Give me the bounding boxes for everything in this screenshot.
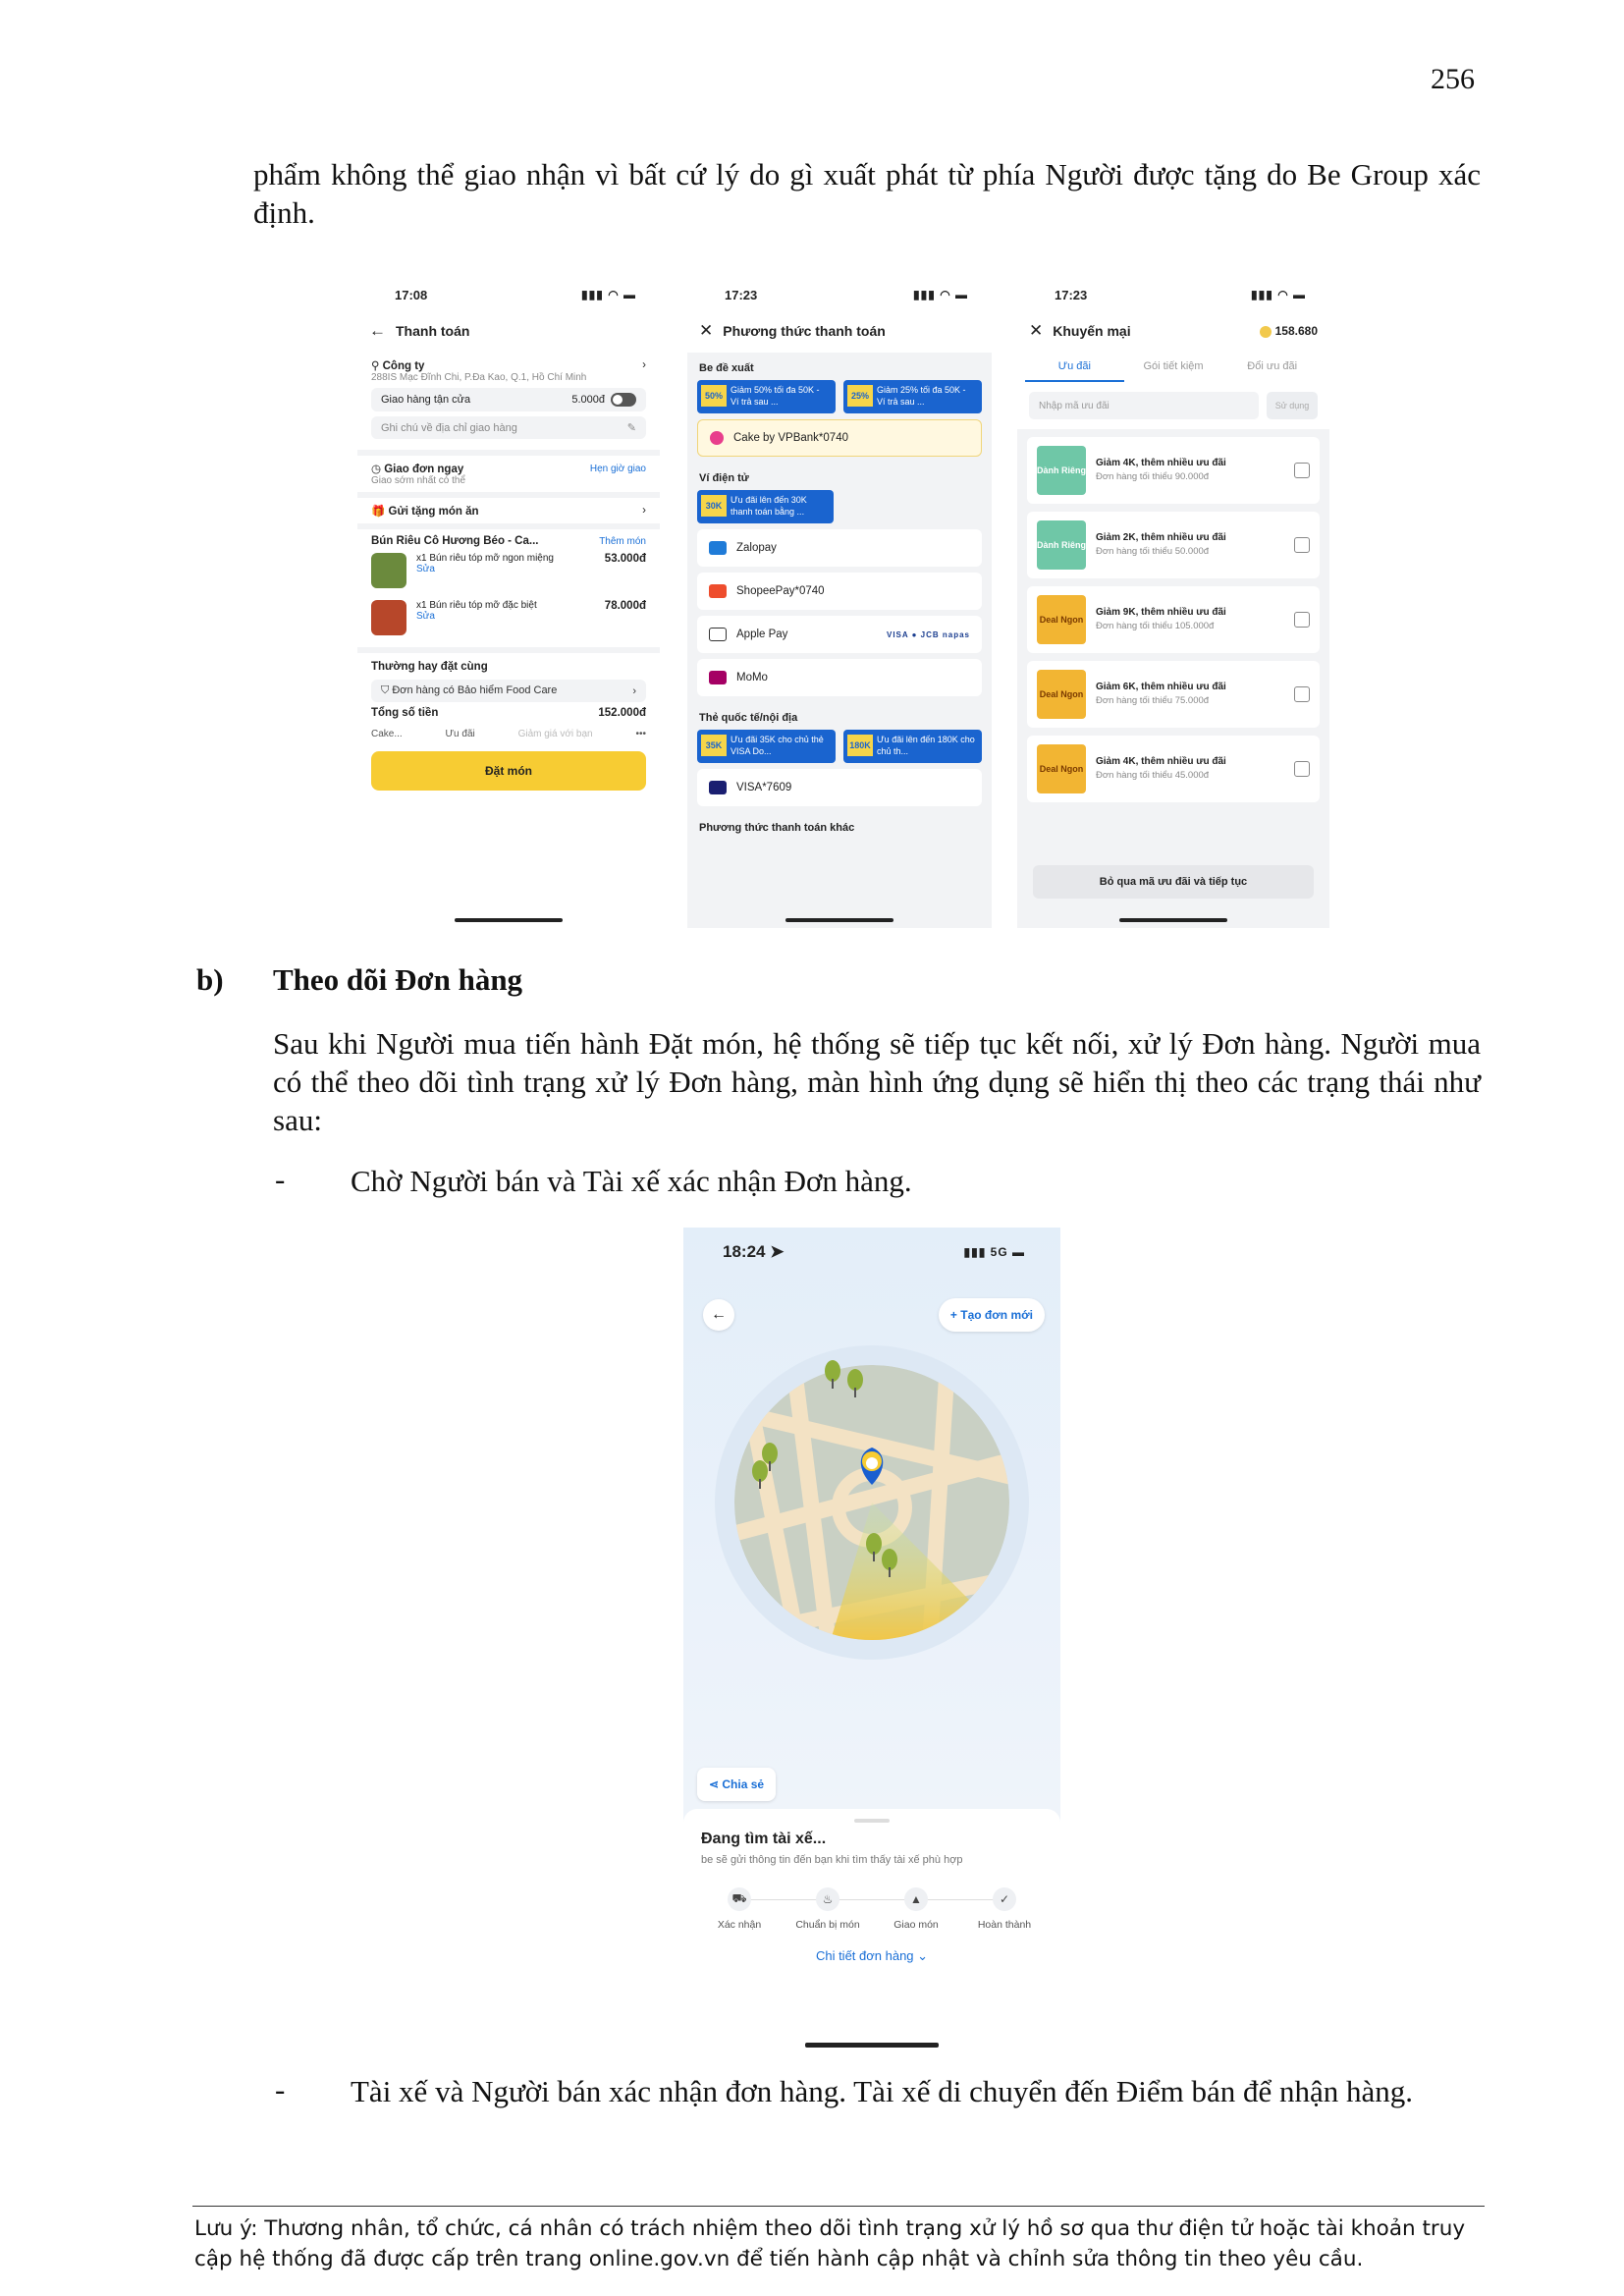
check-icon: ✓ — [993, 1887, 1016, 1911]
pencil-icon: ✎ — [626, 422, 636, 434]
promo-card[interactable] — [697, 730, 836, 763]
order-item — [371, 594, 646, 641]
voucher-checkbox[interactable] — [1294, 463, 1310, 478]
step-delivering — [878, 1887, 954, 1931]
door-delivery-row[interactable] — [371, 388, 646, 411]
voucher-title: Giảm 4K, thêm nhiều ưu đãi — [1096, 458, 1226, 468]
promotions-screen — [1017, 280, 1329, 928]
share-label: Chia sẻ — [722, 1777, 765, 1791]
status-time: 17:23 — [1055, 287, 1088, 302]
status-bar — [1017, 280, 1329, 309]
voucher-item[interactable] — [1027, 661, 1320, 728]
food-thumbnail — [371, 553, 406, 588]
pay-option-label: MoMo — [736, 672, 768, 683]
coin-icon — [1260, 326, 1272, 338]
voucher-badge: Deal Ngon — [1037, 670, 1086, 719]
applepay-logo-icon — [709, 628, 727, 641]
item-edit-link[interactable]: Sửa — [416, 611, 435, 622]
status-time: 18:24 — [723, 1242, 766, 1261]
voucher-checkbox[interactable] — [1294, 612, 1310, 628]
step-label: Giao món — [893, 1919, 939, 1931]
searching-map — [683, 1345, 1060, 1768]
page-number: 256 — [1431, 63, 1475, 95]
item-qty: x1 — [416, 600, 427, 611]
voucher-item[interactable] — [1027, 512, 1320, 578]
step-label: Xác nhận — [717, 1919, 762, 1931]
tab-offers[interactable]: Ưu đãi — [1025, 353, 1124, 382]
promo-selector[interactable]: Ưu đãi — [445, 729, 475, 739]
tab-redeem[interactable]: Đổi ưu đãi — [1247, 360, 1298, 372]
pay-option-label: Zalopay — [736, 542, 777, 554]
order-button[interactable]: Đặt món — [371, 751, 646, 791]
address-block[interactable] — [357, 353, 660, 456]
close-icon[interactable]: ✕ — [1029, 321, 1044, 340]
chevron-right-icon: › — [632, 684, 636, 697]
door-fee: 5.000đ — [571, 393, 605, 406]
promo-tag: 35K — [701, 735, 727, 756]
promo-tag: 30K — [701, 495, 727, 517]
step-label: Hoàn thành — [977, 1919, 1032, 1931]
shopeepay-logo-icon — [709, 584, 727, 598]
often-ordered-block — [357, 653, 660, 743]
address-detail: 288IS Mạc Đĩnh Chi, P.Đa Kao, Q.1, Hồ Chí Minh — [371, 372, 587, 383]
voucher-badge: Deal Ngon — [1037, 595, 1086, 644]
signal-wifi-battery-icon: ▮▮▮ ◠ ▬ — [581, 288, 636, 301]
footer-note: Lưu ý: Thương nhân, tổ chức, cá nhân có trách nhiệm theo dõi tình trạng xử lý hồ sơ qua thư điện tử hoặc tài khoản truy cập hệ thống đã được cấp trên trang online.gov.vn để tiến hành cập nhật và chỉnh sửa thông tin theo yêu cầu. — [194, 2216, 1466, 2271]
promotions-tabs — [1017, 353, 1329, 382]
promo-text: Ưu đãi 35K cho chủ thẻ VISA Do... — [731, 735, 824, 756]
item-qty: x1 — [416, 553, 427, 564]
network-label: 5G — [990, 1245, 1008, 1259]
home-indicator — [805, 2043, 939, 2048]
chevron-right-icon: › — [642, 505, 646, 517]
voucher-checkbox[interactable] — [1294, 686, 1310, 702]
more-icon[interactable]: ••• — [635, 729, 646, 739]
voucher-item[interactable] — [1027, 586, 1320, 653]
voucher-title: Giảm 6K, thêm nhiều ưu đãi — [1096, 682, 1226, 692]
promo-text: Ưu đãi lên đến 30K thanh toán bằng ... — [731, 495, 807, 517]
card-brands-icon: VISA ● JCB napas — [887, 629, 970, 639]
section-title: Theo dõi Đơn hàng — [273, 962, 523, 997]
door-delivery-toggle[interactable] — [611, 393, 636, 407]
item-name: Bún riêu tóp mỡ ngon miệng — [429, 553, 554, 564]
promo-tag: 180K — [847, 735, 873, 756]
bullet-dash: - — [275, 2072, 286, 2106]
promo-card[interactable] — [843, 730, 982, 763]
back-arrow-icon: ← — [711, 1306, 727, 1323]
gift-icon: 🎁 — [371, 506, 389, 518]
order-item — [371, 547, 646, 594]
order-detail-link[interactable]: Chi tiết đơn hàng ⌄ — [815, 1948, 929, 1963]
cake-logo-icon — [710, 431, 724, 445]
pay-option-label: ShopeePay*0740 — [736, 585, 825, 597]
other-methods-heading: Phương thức thanh toán khác — [699, 822, 855, 834]
voucher-title: Giảm 9K, thêm nhiều ưu đãi — [1096, 607, 1226, 618]
address-note-placeholder: Ghi chú về địa chỉ giao hàng — [381, 421, 517, 434]
door-delivery-label: Giao hàng tận cửa — [381, 394, 471, 406]
pay-method-selector[interactable]: Cake... — [371, 729, 403, 739]
promotions-title: Khuyến mại — [1053, 323, 1131, 339]
checkout-title: Thanh toán — [396, 323, 470, 339]
bullet-dash: - — [275, 1162, 286, 1196]
visa-logo-icon — [709, 781, 727, 794]
share-button[interactable] — [697, 1768, 776, 1801]
home-indicator — [785, 918, 893, 922]
step-complete — [966, 1887, 1043, 1931]
schedule-link[interactable]: Hẹn giờ giao — [589, 463, 646, 474]
status-sheet — [683, 1809, 1060, 2057]
item-price: 78.000đ — [604, 600, 646, 612]
chevron-right-icon: › — [642, 359, 646, 371]
momo-logo-icon — [709, 671, 727, 684]
cards-heading: Thẻ quốc tế/nội địa — [699, 712, 798, 724]
pay-option-momo[interactable] — [697, 659, 982, 696]
promo-card[interactable] — [843, 380, 982, 413]
home-indicator — [455, 918, 563, 922]
voucher-min: Đơn hàng tối thiểu 90.000đ — [1096, 471, 1210, 482]
step-confirm — [701, 1887, 778, 1931]
map-roads — [703, 1345, 1047, 1660]
delivery-time-block[interactable] — [357, 456, 660, 498]
order-items-block — [357, 529, 660, 653]
pay-option-shopeepay[interactable] — [697, 573, 982, 610]
pay-option-label: Apple Pay — [736, 629, 788, 640]
order-progress-steps — [701, 1887, 1043, 1931]
promo-card[interactable] — [697, 490, 834, 523]
payment-header — [687, 309, 992, 353]
searching-subtitle: be sẽ gửi thông tin đến bạn khi tìm thấy tài xế phù hợp — [701, 1854, 963, 1866]
item-edit-link[interactable]: Sửa — [416, 564, 435, 574]
insurance-row[interactable] — [371, 680, 646, 702]
restaurant-name: Bún Riêu Cô Hương Béo - Ca... — [371, 535, 539, 547]
gift-row[interactable] — [357, 498, 660, 529]
bullet-item: Chờ Người bán và Tài xế xác nhận Đơn hàng. — [351, 1164, 912, 1198]
location-arrow-icon: ➤ — [770, 1242, 785, 1261]
order-tracking-screen — [683, 1228, 1060, 2057]
tab-saving-packs[interactable]: Gói tiết kiệm — [1143, 360, 1204, 372]
insurance-label: Đơn hàng có Bảo hiểm Food Care — [392, 684, 558, 696]
voucher-checkbox[interactable] — [1294, 761, 1310, 777]
zalopay-logo-icon — [709, 541, 727, 555]
pay-option-label: VISA*7609 — [736, 782, 792, 793]
close-icon[interactable]: ✕ — [699, 321, 714, 340]
status-time: 17:08 — [395, 287, 428, 302]
voucher-title: Giảm 4K, thêm nhiều ưu đãi — [1096, 756, 1226, 767]
voucher-item[interactable] — [1027, 736, 1320, 802]
voucher-min: Đơn hàng tối thiểu 75.000đ — [1096, 695, 1210, 706]
pay-option-zalopay[interactable] — [697, 529, 982, 567]
intro-paragraph: phẩm không thể giao nhận vì bất cứ lý do gì xuất phát từ phía Người được tặng do Be Group xác định. — [253, 157, 1481, 230]
scooter-icon: ⛟ — [728, 1887, 751, 1911]
total-label: Tổng số tiền — [371, 707, 439, 719]
promo-tag: 25% — [847, 385, 873, 407]
address-name: Công ty — [382, 360, 425, 372]
delivery-icon: ▲ — [904, 1887, 928, 1911]
signal-battery-icon: ▮▮▮ 5G ▬ — [963, 1245, 1025, 1259]
step-label: Chuẩn bị món — [795, 1919, 860, 1931]
pot-icon: ♨ — [816, 1887, 839, 1911]
back-arrow-icon[interactable]: ← — [369, 321, 386, 340]
bullet-item: Tài xế và Người bán xác nhận đơn hàng. Tài xế di chuyển đến Điểm bán để nhận hàng. — [351, 2074, 1414, 2108]
voucher-item[interactable] — [1027, 437, 1320, 504]
section-label: b) — [196, 962, 224, 997]
ewallet-heading: Ví điện tử — [699, 472, 749, 484]
pay-option-visa[interactable] — [697, 769, 982, 806]
promo-hint: Giảm giá với bạn — [517, 729, 593, 739]
sheet-handle[interactable] — [854, 1819, 890, 1823]
status-time: 17:23 — [725, 287, 758, 302]
suggested-heading: Be đề xuất — [699, 362, 754, 374]
back-button[interactable] — [703, 1299, 734, 1331]
food-thumbnail — [371, 600, 406, 635]
home-indicator — [1119, 918, 1227, 922]
item-name: Bún riêu tóp mỡ đặc biệt — [429, 600, 537, 611]
signal-wifi-battery-icon: ▮▮▮ ◠ ▬ — [1251, 288, 1306, 301]
payment-method-screen — [687, 280, 992, 928]
step-preparing — [789, 1887, 866, 1931]
deliver-now-label: Giao đơn ngay — [384, 464, 464, 475]
promo-text: Giảm 50% tối đa 50K - Ví trả sau ... — [731, 385, 820, 407]
promo-code-input[interactable]: Nhập mã ưu đãi — [1029, 392, 1259, 419]
promo-tag: 50% — [701, 385, 727, 407]
voucher-badge: Deal Ngon — [1037, 744, 1086, 793]
voucher-title: Giảm 2K, thêm nhiều ưu đãi — [1096, 532, 1226, 543]
promo-text: Giảm 25% tối đa 50K - Ví trả sau ... — [877, 385, 966, 407]
new-order-button[interactable]: + Tạo đơn mới — [939, 1298, 1045, 1332]
clock-icon: ◷ — [371, 464, 385, 475]
voucher-checkbox[interactable] — [1294, 537, 1310, 553]
signal-wifi-battery-icon: ▮▮▮ ◠ ▬ — [913, 288, 968, 301]
pay-option-applepay[interactable] — [697, 616, 982, 653]
voucher-min: Đơn hàng tối thiểu 50.000đ — [1096, 546, 1210, 557]
shield-icon: ⛉ — [381, 684, 393, 696]
pin-icon: ⚲ — [371, 360, 383, 372]
voucher-min: Đơn hàng tối thiểu 45.000đ — [1096, 770, 1210, 781]
coin-balance — [1260, 324, 1318, 338]
often-ordered-label: Thường hay đặt cùng — [371, 661, 488, 673]
coin-value: 158.680 — [1274, 324, 1318, 338]
address-note-input[interactable] — [371, 416, 646, 439]
deliver-now-sub: Giao sớm nhất có thể — [371, 475, 466, 486]
status-bar — [687, 280, 992, 309]
promotions-header — [1017, 309, 1329, 353]
promo-text: Ưu đãi lên đến 180K cho chủ th... — [877, 735, 975, 756]
checkout-header — [357, 309, 660, 353]
apply-code-button[interactable]: Sử dụng — [1267, 392, 1318, 419]
payment-title: Phương thức thanh toán — [723, 323, 886, 339]
promo-card[interactable] — [697, 380, 836, 413]
share-icon: ⋖ — [709, 1777, 723, 1791]
status-bar — [683, 1228, 1060, 1277]
voucher-badge: Dành Riêng — [1037, 520, 1086, 570]
searching-title: Đang tìm tài xế... — [701, 1831, 827, 1847]
footer-divider — [192, 2206, 1485, 2207]
checkout-screen — [357, 280, 660, 928]
pay-option-label: Cake by VPBank*0740 — [733, 432, 848, 444]
section-paragraph: Sau khi Người mua tiến hành Đặt món, hệ thống sẽ tiếp tục kết nối, xử lý Đơn hàng. Người mua có thể theo dõi tình trạng xử lý Đơn hàng, màn hình ứng dụng sẽ hiển thị theo các trạng thái như sau: — [273, 1026, 1481, 1137]
item-price: 53.000đ — [604, 553, 646, 565]
gift-label: Gửi tặng món ăn — [388, 506, 479, 518]
skip-promo-button[interactable]: Bỏ qua mã ưu đãi và tiếp tục — [1033, 865, 1314, 899]
promo-code-row — [1017, 382, 1329, 429]
pay-option-cake[interactable] — [697, 419, 982, 457]
status-bar — [357, 280, 660, 309]
voucher-min: Đơn hàng tối thiểu 105.000đ — [1096, 621, 1215, 631]
total-value: 152.000đ — [598, 707, 646, 719]
voucher-badge: Dành Riêng — [1037, 446, 1086, 495]
add-more-link[interactable]: Thêm món — [599, 535, 646, 547]
